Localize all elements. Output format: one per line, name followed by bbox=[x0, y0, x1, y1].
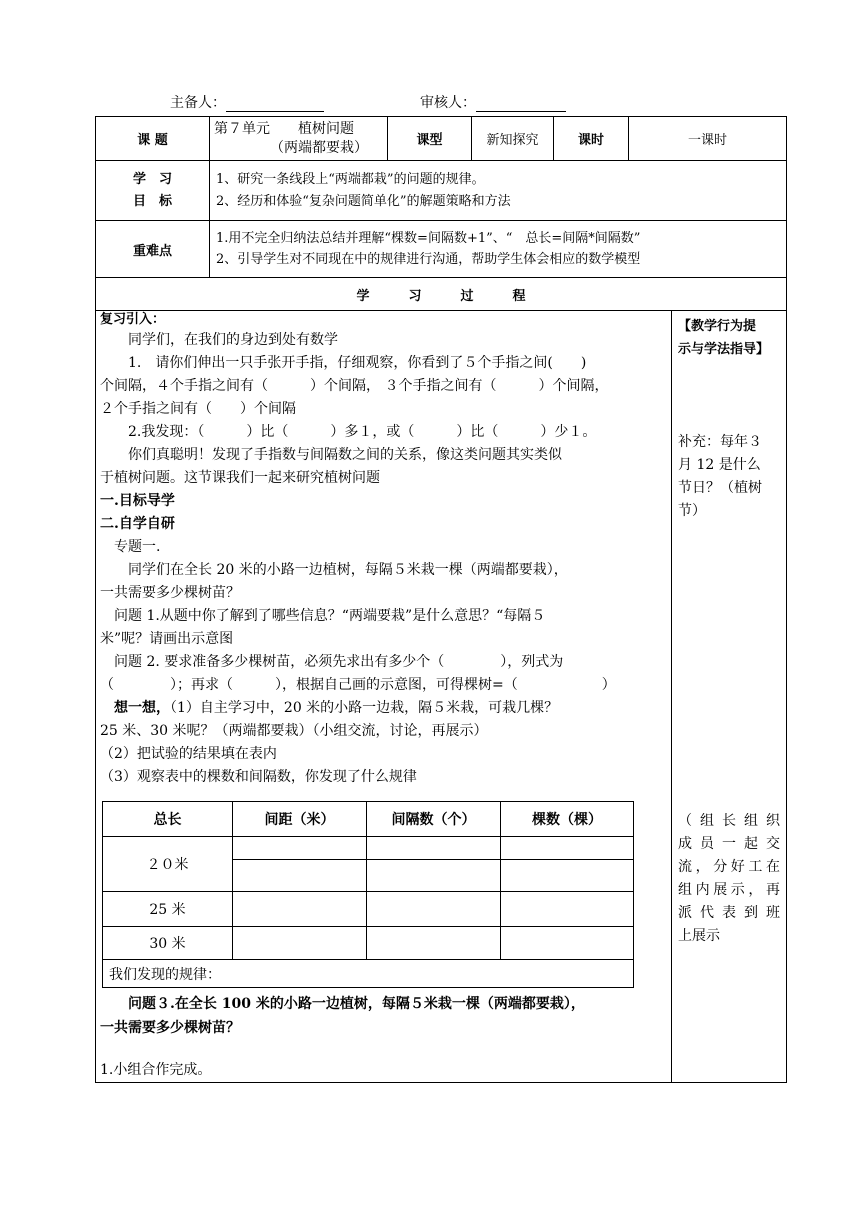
question3: 一共需要多少棵树苗？ bbox=[100, 1020, 240, 1036]
process-content bbox=[96, 311, 672, 1083]
process-paragraph: 1. 请你们伸出一只手张开手指，仔细观察，你看到了５个手指之间( ) bbox=[128, 355, 587, 371]
rule-found[interactable]: 我们发现的规律： bbox=[103, 960, 634, 988]
topic-row bbox=[96, 117, 787, 161]
goals-label bbox=[96, 161, 210, 221]
process-title: 学 习 过 程 bbox=[96, 278, 787, 311]
section-heading: 一.目标导学 bbox=[100, 493, 175, 509]
reviewer-label: 审核人： bbox=[420, 95, 476, 111]
notes-title bbox=[678, 315, 780, 361]
process-paragraph: 2.我发现：（ ）比（ ）多１，或（ ）比（ ）少１。 bbox=[128, 424, 597, 440]
process-paragraph: 同学们在全长 20 米的小路一边植树，每隔５米栽一棵（两端都要栽）， bbox=[128, 562, 568, 578]
goals-content bbox=[210, 161, 787, 221]
table-cell[interactable] bbox=[501, 927, 634, 960]
row-label-30m: 30 米 bbox=[103, 927, 233, 960]
process-paragraph: 1.小组合作完成。 bbox=[100, 1062, 212, 1078]
topic-heading: 专题一. bbox=[114, 539, 161, 555]
process-paragraph: （ ）；再求（ ），根据自己画的示意图，可得棵树=（ ） bbox=[100, 677, 616, 693]
goals-label-line2: 目 标 bbox=[132, 193, 172, 209]
table-row bbox=[103, 837, 634, 860]
header-interval-count: 间隔数（个） bbox=[367, 802, 501, 837]
process-paragraph: 米”呢？请画出示意图 bbox=[100, 631, 234, 647]
goal-item: 2、经历和体验“复杂问题简单化”的解题策略和方法 bbox=[216, 193, 511, 209]
table-row bbox=[103, 892, 634, 927]
process-paragraph: 同学们，在我们的身边到处有数学 bbox=[128, 332, 338, 348]
table-cell[interactable] bbox=[233, 892, 367, 927]
supplement-line: 节日？（植树 bbox=[678, 480, 762, 496]
topic-value bbox=[210, 117, 388, 161]
type-value: 新知探究 bbox=[472, 117, 554, 161]
notes-title-line1: 【教学行为提 bbox=[678, 319, 757, 334]
difficulty-row bbox=[96, 221, 787, 278]
process-row bbox=[96, 311, 787, 1083]
goal-item: 1、研究一条线段上“两端都栽”的问题的规律。 bbox=[216, 171, 485, 187]
difficulty-item: 2、引导学生对不同现在中的规律进行沟通，帮助学生体会相应的数学模型 bbox=[216, 252, 641, 267]
table-cell[interactable] bbox=[233, 927, 367, 960]
row-label-20m: ２０米 bbox=[103, 837, 233, 892]
type-label: 课型 bbox=[388, 117, 472, 161]
table-row bbox=[103, 927, 634, 960]
group-line: 派代表到班 bbox=[678, 905, 781, 921]
process-paragraph: 你们真聪明！发现了手指数与间隔数之间的关系，像这类问题其实类似 bbox=[128, 447, 562, 463]
row-label-25m: 25 米 bbox=[103, 892, 233, 927]
think-text: （1）自主学习中，20 米的小路一边栽，隔５米栽，可栽几棵？ bbox=[170, 700, 559, 716]
group-line: 组内展示，再 bbox=[678, 882, 781, 898]
table-cell[interactable] bbox=[501, 860, 634, 892]
process-paragraph: 于植树问题。这节课我们一起来研究植树问题 bbox=[100, 470, 380, 486]
group-line: 成员一起交 bbox=[678, 836, 781, 852]
supplement-line: 补充：每年３ bbox=[678, 434, 762, 450]
think-paragraph bbox=[100, 697, 667, 720]
preparer-blank[interactable] bbox=[226, 97, 324, 112]
table-cell[interactable] bbox=[233, 837, 367, 860]
table-footer-row bbox=[103, 960, 634, 988]
results-table bbox=[102, 801, 634, 988]
question3: 问题３.在全长 100 米的小路一边植树，每隔５米栽一棵（两端都要栽）， bbox=[128, 996, 585, 1012]
reviewer-blank[interactable] bbox=[476, 97, 566, 112]
goals-row bbox=[96, 161, 787, 221]
topic-line2: （两端都要栽） bbox=[270, 139, 368, 156]
header-total-length: 总长 bbox=[103, 802, 233, 837]
difficulty-item: 1.用不完全归纳法总结并理解“棵数=间隔数+1”、“ 总长=间隔*间隔数” bbox=[216, 231, 641, 246]
table-cell[interactable] bbox=[233, 860, 367, 892]
teaching-notes-column bbox=[672, 311, 787, 1083]
table-cell[interactable] bbox=[367, 860, 501, 892]
table-cell[interactable] bbox=[367, 892, 501, 927]
goals-label-line1: 学 习 bbox=[132, 171, 172, 187]
supplement-note bbox=[678, 431, 780, 523]
reviewer-field bbox=[420, 92, 566, 112]
table-cell[interactable] bbox=[501, 892, 634, 927]
table-cell[interactable] bbox=[367, 837, 501, 860]
supplement-line: 月 12 是什么 bbox=[678, 457, 761, 473]
process-paragraph: 个间隔，４个手指之间有（ ）个间隔， ３个手指之间有（ ）个间隔， bbox=[100, 378, 609, 394]
preparer-label: 主备人： bbox=[170, 95, 226, 111]
table-cell[interactable] bbox=[367, 927, 501, 960]
process-paragraph: 25 米、30 米呢？（两端都要栽）（小组交流，讨论，再展示） bbox=[100, 723, 488, 739]
difficulty-label: 重难点 bbox=[96, 221, 210, 278]
process-paragraph: 问题 2. 要求准备多少棵树苗，必须先求出有多少个（ ），列式为 bbox=[114, 654, 564, 670]
topic-line1: 第７单元 植树问题 bbox=[214, 120, 354, 137]
lesson-plan-table bbox=[95, 116, 787, 1083]
process-paragraph: （3）观察表中的棵数和间隔数，你发现了什么规律 bbox=[100, 769, 417, 785]
preparer-field bbox=[170, 92, 324, 112]
process-paragraph: （2）把试验的结果填在表内 bbox=[100, 746, 277, 762]
process-title-row bbox=[96, 278, 787, 311]
think-label: 想一想， bbox=[114, 700, 170, 716]
period-label: 课时 bbox=[554, 117, 629, 161]
results-header-row bbox=[103, 802, 634, 837]
review-heading: 复习引入： bbox=[100, 312, 166, 327]
topic-label: 课 题 bbox=[96, 117, 210, 161]
difficulty-content bbox=[210, 221, 787, 278]
period-value: 一课时 bbox=[629, 117, 787, 161]
section-heading: 二.自学自研 bbox=[100, 516, 175, 532]
supplement-line: 节） bbox=[678, 503, 706, 519]
group-line: （组长组织 bbox=[678, 813, 781, 829]
notes-title-line2: 示与学法指导】 bbox=[678, 342, 770, 357]
group-note bbox=[678, 810, 780, 948]
process-paragraph: ２个手指之间有（ ）个间隔 bbox=[100, 401, 296, 417]
group-line: 流，分好工在 bbox=[678, 859, 781, 875]
header-tree-count: 棵数（棵） bbox=[501, 802, 634, 837]
header-spacing: 间距（米） bbox=[233, 802, 367, 837]
group-line: 上展示 bbox=[678, 928, 720, 944]
process-paragraph: 问题 1.从题中你了解到了哪些信息？“两端要栽”是什么意思？“每隔５ bbox=[114, 608, 546, 624]
table-cell[interactable] bbox=[501, 837, 634, 860]
process-paragraph: 一共需要多少棵树苗？ bbox=[100, 585, 240, 601]
